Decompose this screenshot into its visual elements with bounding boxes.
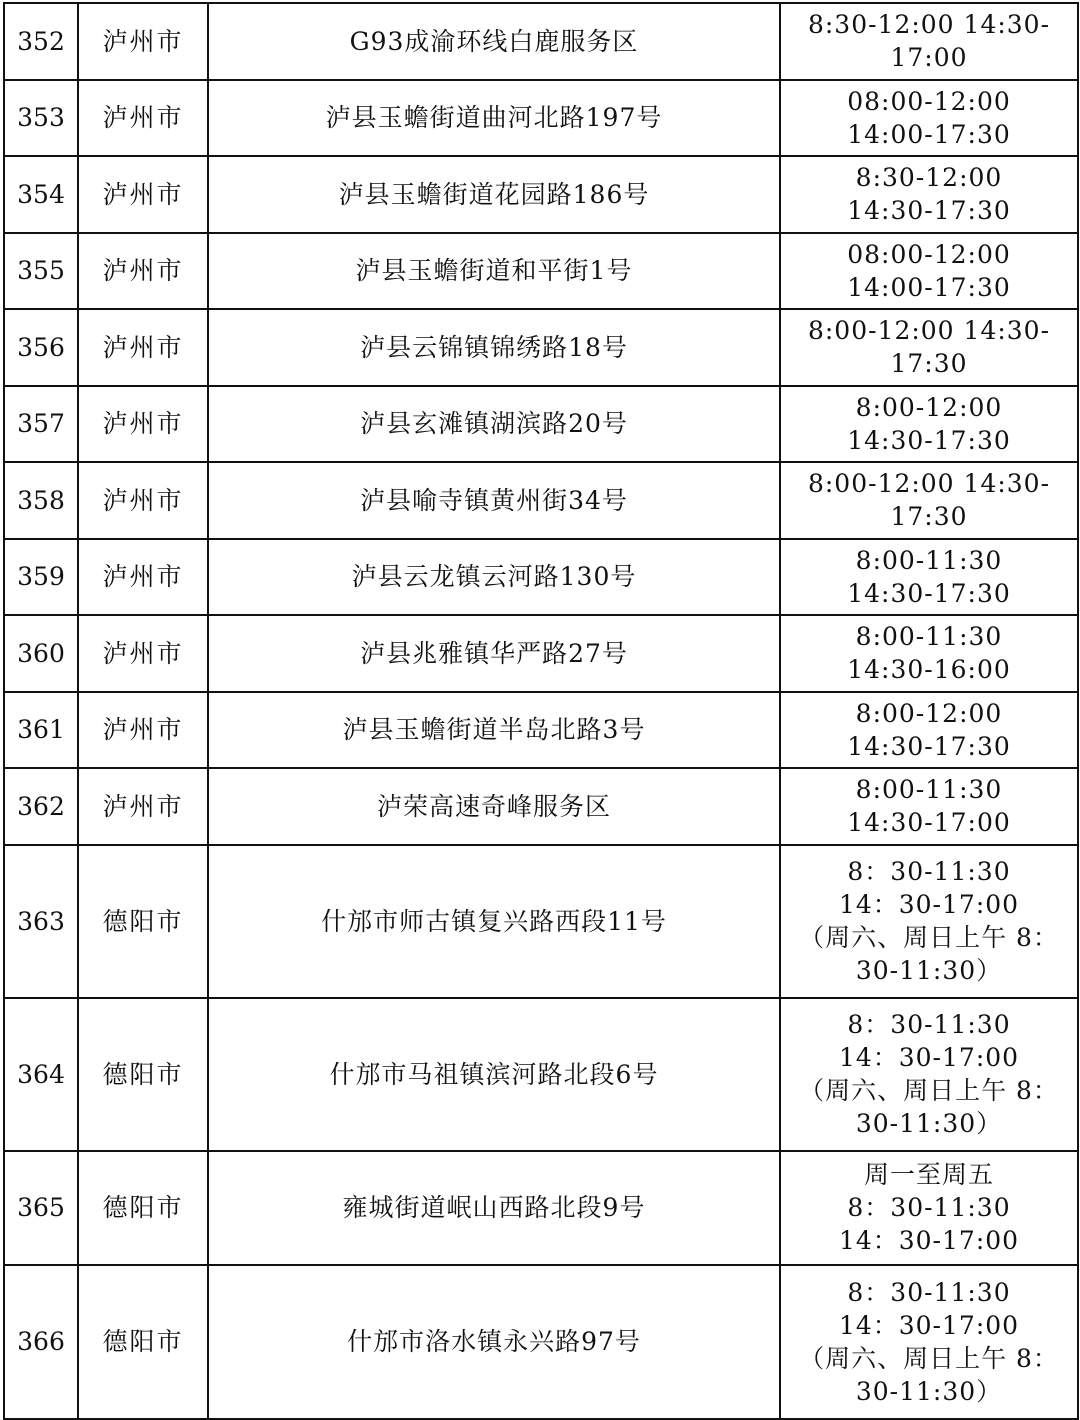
row-city: 泸州市 xyxy=(78,233,208,310)
row-city: 泸州市 xyxy=(78,156,208,233)
row-hours: 8:00-11:30 14:30-16:00 xyxy=(780,615,1078,692)
row-number: 354 xyxy=(4,156,78,233)
row-address: 泸荣高速奇峰服务区 xyxy=(208,768,780,845)
table-row xyxy=(4,1151,1078,1265)
row-hours: 8:00-11:30 14:30-17:00 xyxy=(780,768,1078,845)
row-address: 泸县玄滩镇湖滨路20号 xyxy=(208,386,780,463)
table-row xyxy=(4,539,1078,616)
row-address: 泸县玉蟾街道和平街1号 xyxy=(208,233,780,310)
row-hours: 8:00-12:00 14:30-17:30 xyxy=(780,692,1078,769)
row-city: 泸州市 xyxy=(78,615,208,692)
row-address: 什邡市马祖镇滨河路北段6号 xyxy=(208,998,780,1151)
row-city: 泸州市 xyxy=(78,386,208,463)
row-city: 德阳市 xyxy=(78,845,208,998)
row-number: 365 xyxy=(4,1151,78,1265)
table-row xyxy=(4,233,1078,310)
row-number: 357 xyxy=(4,386,78,463)
row-address: 泸县喻寺镇黄州街34号 xyxy=(208,462,780,539)
table-row xyxy=(4,80,1078,157)
table-row xyxy=(4,998,1078,1151)
row-hours: 8：30-11:30 14：30-17:00 （周六、周日上午 8： 30-11:30） xyxy=(780,1265,1078,1419)
row-number: 361 xyxy=(4,692,78,769)
row-city: 泸州市 xyxy=(78,539,208,616)
row-city: 泸州市 xyxy=(78,309,208,386)
row-number: 355 xyxy=(4,233,78,310)
row-city: 泸州市 xyxy=(78,3,208,80)
row-address: 泸县玉蟾街道半岛北路3号 xyxy=(208,692,780,769)
row-address: 泸县云锦镇锦绣路18号 xyxy=(208,309,780,386)
table-row xyxy=(4,156,1078,233)
row-hours: 08:00-12:00 14:00-17:30 xyxy=(780,80,1078,157)
row-city: 泸州市 xyxy=(78,768,208,845)
row-number: 358 xyxy=(4,462,78,539)
table-row xyxy=(4,462,1078,539)
row-number: 359 xyxy=(4,539,78,616)
row-address: 泸县玉蟾街道曲河北路197号 xyxy=(208,80,780,157)
row-address: 泸县兆雅镇华严路27号 xyxy=(208,615,780,692)
row-hours: 8:00-12:00 14:30- 17:30 xyxy=(780,309,1078,386)
row-number: 356 xyxy=(4,309,78,386)
row-address: 泸县云龙镇云河路130号 xyxy=(208,539,780,616)
row-hours: 8:30-12:00 14:30- 17:00 xyxy=(780,3,1078,80)
row-hours: 08:00-12:00 14:00-17:30 xyxy=(780,233,1078,310)
table-row xyxy=(4,845,1078,998)
table-row xyxy=(4,386,1078,463)
row-hours: 周一至周五 8：30-11:30 14：30-17:00 xyxy=(780,1151,1078,1265)
row-number: 352 xyxy=(4,3,78,80)
row-address: 什邡市师古镇复兴路西段11号 xyxy=(208,845,780,998)
row-hours: 8:00-11:30 14:30-17:30 xyxy=(780,539,1078,616)
row-city: 德阳市 xyxy=(78,1265,208,1419)
row-number: 366 xyxy=(4,1265,78,1419)
table-row xyxy=(4,615,1078,692)
row-hours: 8:00-12:00 14:30-17:30 xyxy=(780,386,1078,463)
row-number: 360 xyxy=(4,615,78,692)
sites-table xyxy=(3,2,1079,1420)
table-row xyxy=(4,309,1078,386)
row-hours: 8:30-12:00 14:30-17:30 xyxy=(780,156,1078,233)
row-city: 泸州市 xyxy=(78,80,208,157)
row-number: 362 xyxy=(4,768,78,845)
table-row xyxy=(4,692,1078,769)
table-row xyxy=(4,1265,1078,1419)
row-hours: 8:00-12:00 14:30- 17:30 xyxy=(780,462,1078,539)
row-city: 德阳市 xyxy=(78,1151,208,1265)
row-address: 什邡市洛水镇永兴路97号 xyxy=(208,1265,780,1419)
row-city: 德阳市 xyxy=(78,998,208,1151)
row-address: G93成渝环线白鹿服务区 xyxy=(208,3,780,80)
table-row xyxy=(4,768,1078,845)
row-hours: 8：30-11:30 14：30-17:00 （周六、周日上午 8： 30-11:30） xyxy=(780,845,1078,998)
row-city: 泸州市 xyxy=(78,462,208,539)
row-number: 364 xyxy=(4,998,78,1151)
row-number: 353 xyxy=(4,80,78,157)
row-hours: 8：30-11:30 14：30-17:00 （周六、周日上午 8： 30-11:30） xyxy=(780,998,1078,1151)
row-city: 泸州市 xyxy=(78,692,208,769)
row-address: 雍城街道岷山西路北段9号 xyxy=(208,1151,780,1265)
row-address: 泸县玉蟾街道花园路186号 xyxy=(208,156,780,233)
table-row xyxy=(4,3,1078,80)
row-number: 363 xyxy=(4,845,78,998)
